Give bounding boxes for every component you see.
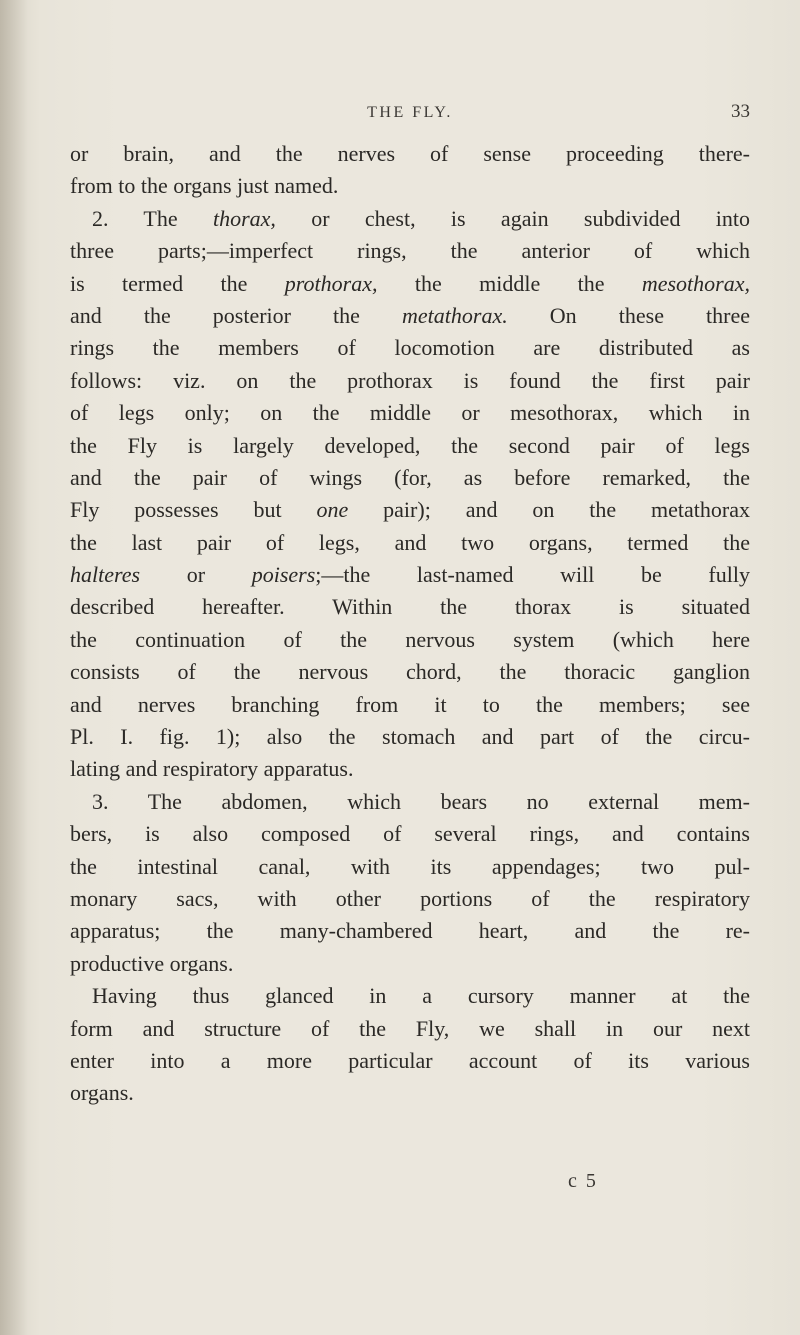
- text-line: and nerves branching from it to the members; see: [70, 691, 750, 717]
- text-line: the last pair of legs, and two organs, termed the: [70, 529, 750, 555]
- text-line: the intestinal canal, with its appendages; two pul-: [70, 853, 750, 879]
- page-number: 33: [731, 101, 750, 122]
- text-line: lating and respiratory apparatus.: [70, 756, 354, 782]
- text-line: form and structure of the Fly, we shall in our next: [70, 1015, 750, 1041]
- text-line: Fly possesses but one pair); and on the metathorax: [70, 497, 750, 523]
- text-line: Pl. I. fig. 1); also the stomach and part of the circu-: [70, 724, 750, 750]
- text-line: 3. The abdomen, which bears no external mem-: [92, 788, 750, 814]
- text-line: rings the members of locomotion are distributed as: [70, 335, 750, 361]
- running-title: THE FLY.: [367, 104, 453, 121]
- text-line: and the pair of wings (for, as before remarked, the: [70, 464, 750, 490]
- signature-mark: c 5: [568, 1170, 598, 1192]
- text-line: the Fly is largely developed, the second pair of legs: [70, 432, 750, 458]
- text-line: three parts;—imperfect rings, the anterior of which: [70, 238, 750, 264]
- text-line: follows: viz. on the prothorax is found the first pair: [70, 367, 750, 393]
- text-line: from to the organs just named.: [70, 173, 339, 199]
- text-line: Having thus glanced in a cursory manner at the: [92, 983, 750, 1009]
- gutter-shadow: [0, 0, 28, 1335]
- text-line: halteres or poisers;—the last-named will be fully: [70, 562, 750, 588]
- text-line: and the posterior the metathorax. On these three: [70, 302, 750, 328]
- text-line: bers, is also composed of several rings, and contains: [70, 821, 750, 847]
- text-line: or brain, and the nerves of sense proceeding there-: [70, 141, 750, 166]
- text-line: monary sacs, with other portions of the respiratory: [70, 885, 750, 911]
- text-line: apparatus; the many-chambered heart, and the re-: [70, 918, 750, 944]
- text-line: is termed the prothorax, the middle the mesothorax,: [70, 270, 750, 296]
- text-line: productive organs.: [70, 950, 234, 976]
- body-text: [70, 138, 750, 1110]
- running-head: [70, 101, 750, 128]
- text-line: of legs only; on the middle or mesothorax, which in: [70, 400, 750, 426]
- text-line: consists of the nervous chord, the thoracic ganglion: [70, 659, 750, 685]
- text-line: the continuation of the nervous system (which here: [70, 626, 750, 652]
- text-line: described hereafter. Within the thorax is situated: [70, 594, 750, 620]
- text-line: 2. The thorax, or chest, is again subdivided into: [92, 205, 750, 231]
- text-line: enter into a more particular account of its various: [70, 1047, 750, 1073]
- text-line: organs.: [70, 1080, 134, 1106]
